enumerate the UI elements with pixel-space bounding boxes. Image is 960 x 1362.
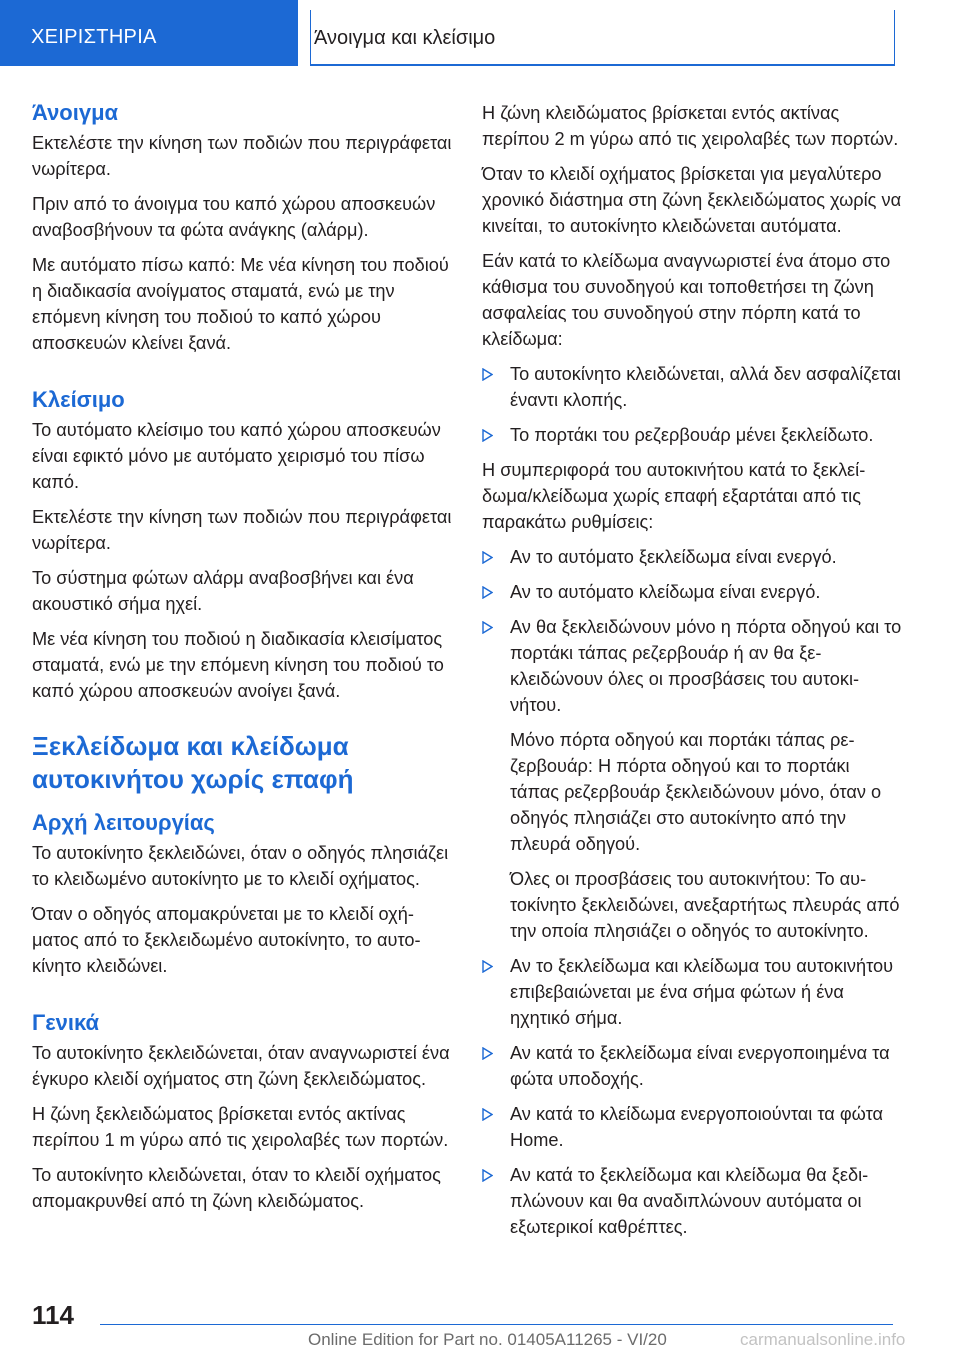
page-number: 114 (32, 1300, 74, 1330)
list-item (482, 579, 902, 605)
list-item (482, 544, 902, 570)
page-title: Άνοιγμα και κλείσιμο (314, 27, 496, 49)
paragraph: Το αυτόματο κλείσιμο του καπό χώρου αποσκευών είναι εφικτό μόνο με αυτόματο χειρισμό του πίσω καπό. (32, 420, 441, 492)
paragraph: Με αυτόματο πίσω καπό: Με νέα κίνηση του ποδιού η διαδικασία ανοίγματος σταματά, ενώ με την επόμενη κίνηση του ποδιού το καπό χώρου αποσκευών κλείνει ξανά. (32, 255, 449, 353)
triangle-right-outline-icon (482, 551, 493, 564)
paragraph: Η ζώνη ξεκλειδώματος βρίσκεται εντός ακτίνας περίπου 1 m γύρω από τις χειρολαβές των πορτών. (32, 1104, 449, 1150)
main-heading: Ξεκλείδωμα και κλείδωμα αυτοκινήτου χωρίς επαφή (32, 731, 354, 794)
triangle-right-outline-icon (482, 621, 493, 634)
paragraph: Εάν κατά το κλείδωμα αναγνωριστεί ένα άτομο στο κάθισμα του συνοδηγού και τοποθετήσει τη ζώνη ασφαλείας του συνοδηγού στην πόρπη κατά το κλείδωμα: (482, 251, 891, 349)
header-underline (310, 64, 895, 66)
list-item (482, 1040, 902, 1092)
paragraph: Το σύστημα φώτων αλάρμ αναβοσβήνει και ένα ακουστικό σήμα ηχεί. (32, 568, 414, 614)
heading-closing: Κλείσιμο (32, 387, 125, 412)
section-tab: ΧΕΙΡΙΣΤΗΡΙΑ (0, 0, 298, 66)
footer-edition: Online Edition for Part no. 01405A11265 - VI/20 (308, 1330, 667, 1349)
list-item (482, 953, 902, 1031)
list-item-text: Αν το αυτόματο ξεκλείδωμα είναι ενεργό. (510, 547, 837, 567)
list-item (482, 361, 902, 413)
list-item (482, 1162, 902, 1240)
list-item (482, 614, 902, 718)
watermark: carmanualsonline.info (740, 1330, 906, 1349)
right-column (482, 100, 902, 1249)
header-divider-right (894, 10, 895, 65)
paragraph: Το αυτοκίνητο κλειδώνεται, όταν το κλειδί οχήματος απομακρυνθεί από τη ζώνη κλειδώματος. (32, 1165, 441, 1211)
heading-general: Γενικά (32, 1010, 100, 1035)
list-item-text: Αν το ξεκλείδωμα και κλείδωμα του αυτοκινήτου επιβεβαιώνεται με ένα σήμα φώτων ή ένα ηχητικό σήμα. (510, 956, 894, 1028)
triangle-right-outline-icon (482, 1169, 493, 1182)
list-item-text: Αν κατά το ξεκλείδωμα και κλείδωμα θα ξεδιπλώνουν και θα αναδιπλώνουν αυτόματα οι εξωτερικοί καθρέπτες. (510, 1165, 869, 1237)
heading-principle: Αρχή λειτουργίας (32, 810, 215, 835)
paragraph: Πριν από το άνοιγμα του καπό χώρου αποσκευών αναβοσβήνουν τα φώτα ανάγκης (αλάρμ). (32, 194, 436, 240)
list-item (482, 1101, 902, 1153)
heading-opening: Άνοιγμα (32, 100, 119, 125)
list-item-text: Το αυτοκίνητο κλειδώνεται, αλλά δεν ασφαλίζεται έναντι κλοπής. (510, 364, 901, 410)
list-item-text: Αν κατά το κλείδωμα ενεργοποιούνται τα φώτα Home. (510, 1104, 884, 1150)
paragraph: Το αυτοκίνητο ξεκλειδώνεται, όταν αναγνωριστεί ένα έγκυρο κλειδί οχήματος στη ζώνη ξεκλειδώματος. (32, 1043, 450, 1089)
triangle-right-outline-icon (482, 960, 493, 973)
header-divider (310, 10, 311, 65)
paragraph: Με νέα κίνηση του ποδιού η διαδικασία κλεισίματος σταματά, ενώ με την επόμενη κίνηση του ποδιού το καπό χώρου αποσκευών ανοίγει ξανά. (32, 629, 444, 701)
triangle-right-outline-icon (482, 368, 493, 381)
paragraph: Η ζώνη κλειδώματος βρίσκεται εντός ακτίνας περίπου 2 m γύρω από τις χειρολαβές των πορτών. (482, 103, 899, 149)
triangle-right-outline-icon (482, 586, 493, 599)
list-item (482, 422, 902, 448)
list-item-text: Το πορτάκι του ρεζερβουάρ μένει ξεκλείδωτο. (510, 425, 874, 445)
list-subparagraph: Όλες οι προσβάσεις του αυτοκινήτου: Το αυτοκίνητο ξεκλειδώνει, ανεξαρτήτως πλευράς από την οποία πλησιάζει ο οδηγός το αυτοκίνητο. (510, 869, 900, 941)
triangle-right-outline-icon (482, 429, 493, 442)
list-item-text: Αν κατά το ξεκλείδωμα είναι ενεργοποιημένα τα φώτα υποδοχής. (510, 1043, 890, 1089)
list-item-text: Αν θα ξεκλειδώνουν μόνο η πόρτα οδηγού και το πορτάκι τάπας ρεζερβουάρ ή αν θα ξεκλειδώνουν όλες οι προσβάσεις του αυτοκινήτου. (510, 617, 902, 715)
paragraph: Όταν ο οδηγός απομακρύνεται με το κλειδί οχήματος από το ξεκλειδωμένο αυτοκίνητο, το αυτοκίνητο κλειδώνει. (32, 904, 421, 976)
paragraph: Το αυτοκίνητο ξεκλειδώνει, όταν ο οδηγός πλησιάζει το κλειδωμένο αυτοκίνητο με το κλειδί οχήματος. (32, 843, 449, 889)
paragraph: Εκτελέστε την κίνηση των ποδιών που περιγράφεται νωρίτερα. (32, 133, 452, 179)
left-column (32, 100, 452, 1223)
paragraph: Εκτελέστε την κίνηση των ποδιών που περιγράφεται νωρίτερα. (32, 507, 452, 553)
paragraph: Η συμπεριφορά του αυτοκινήτου κατά το ξεκλείδωμα/κλείδωμα χωρίς επαφή εξαρτάται από τις παρακάτω ρυθμίσεις: (482, 460, 866, 532)
paragraph: Όταν το κλειδί οχήματος βρίσκεται για μεγαλύτερο χρονικό διάστημα στη ζώνη ξεκλειδώματος χωρίς να κινείται, το αυτοκίνητο κλειδώνεται αυτόματα. (482, 164, 902, 236)
list-subparagraph: Μόνο πόρτα οδηγού και πορτάκι τάπας ρεζερβουάρ: Η πόρτα οδηγού και το πορτάκι τάπας ρεζερβουάρ ξεκλειδώνουν μόνο, όταν ο οδηγός πλησιάζει στο αυτοκίνητο από την πλευρά οδηγού. (510, 730, 882, 854)
triangle-right-outline-icon (482, 1047, 493, 1060)
footer-rule (100, 1324, 893, 1325)
triangle-right-outline-icon (482, 1108, 493, 1121)
list-item-text: Αν το αυτόματο κλείδωμα είναι ενεργό. (510, 582, 821, 602)
